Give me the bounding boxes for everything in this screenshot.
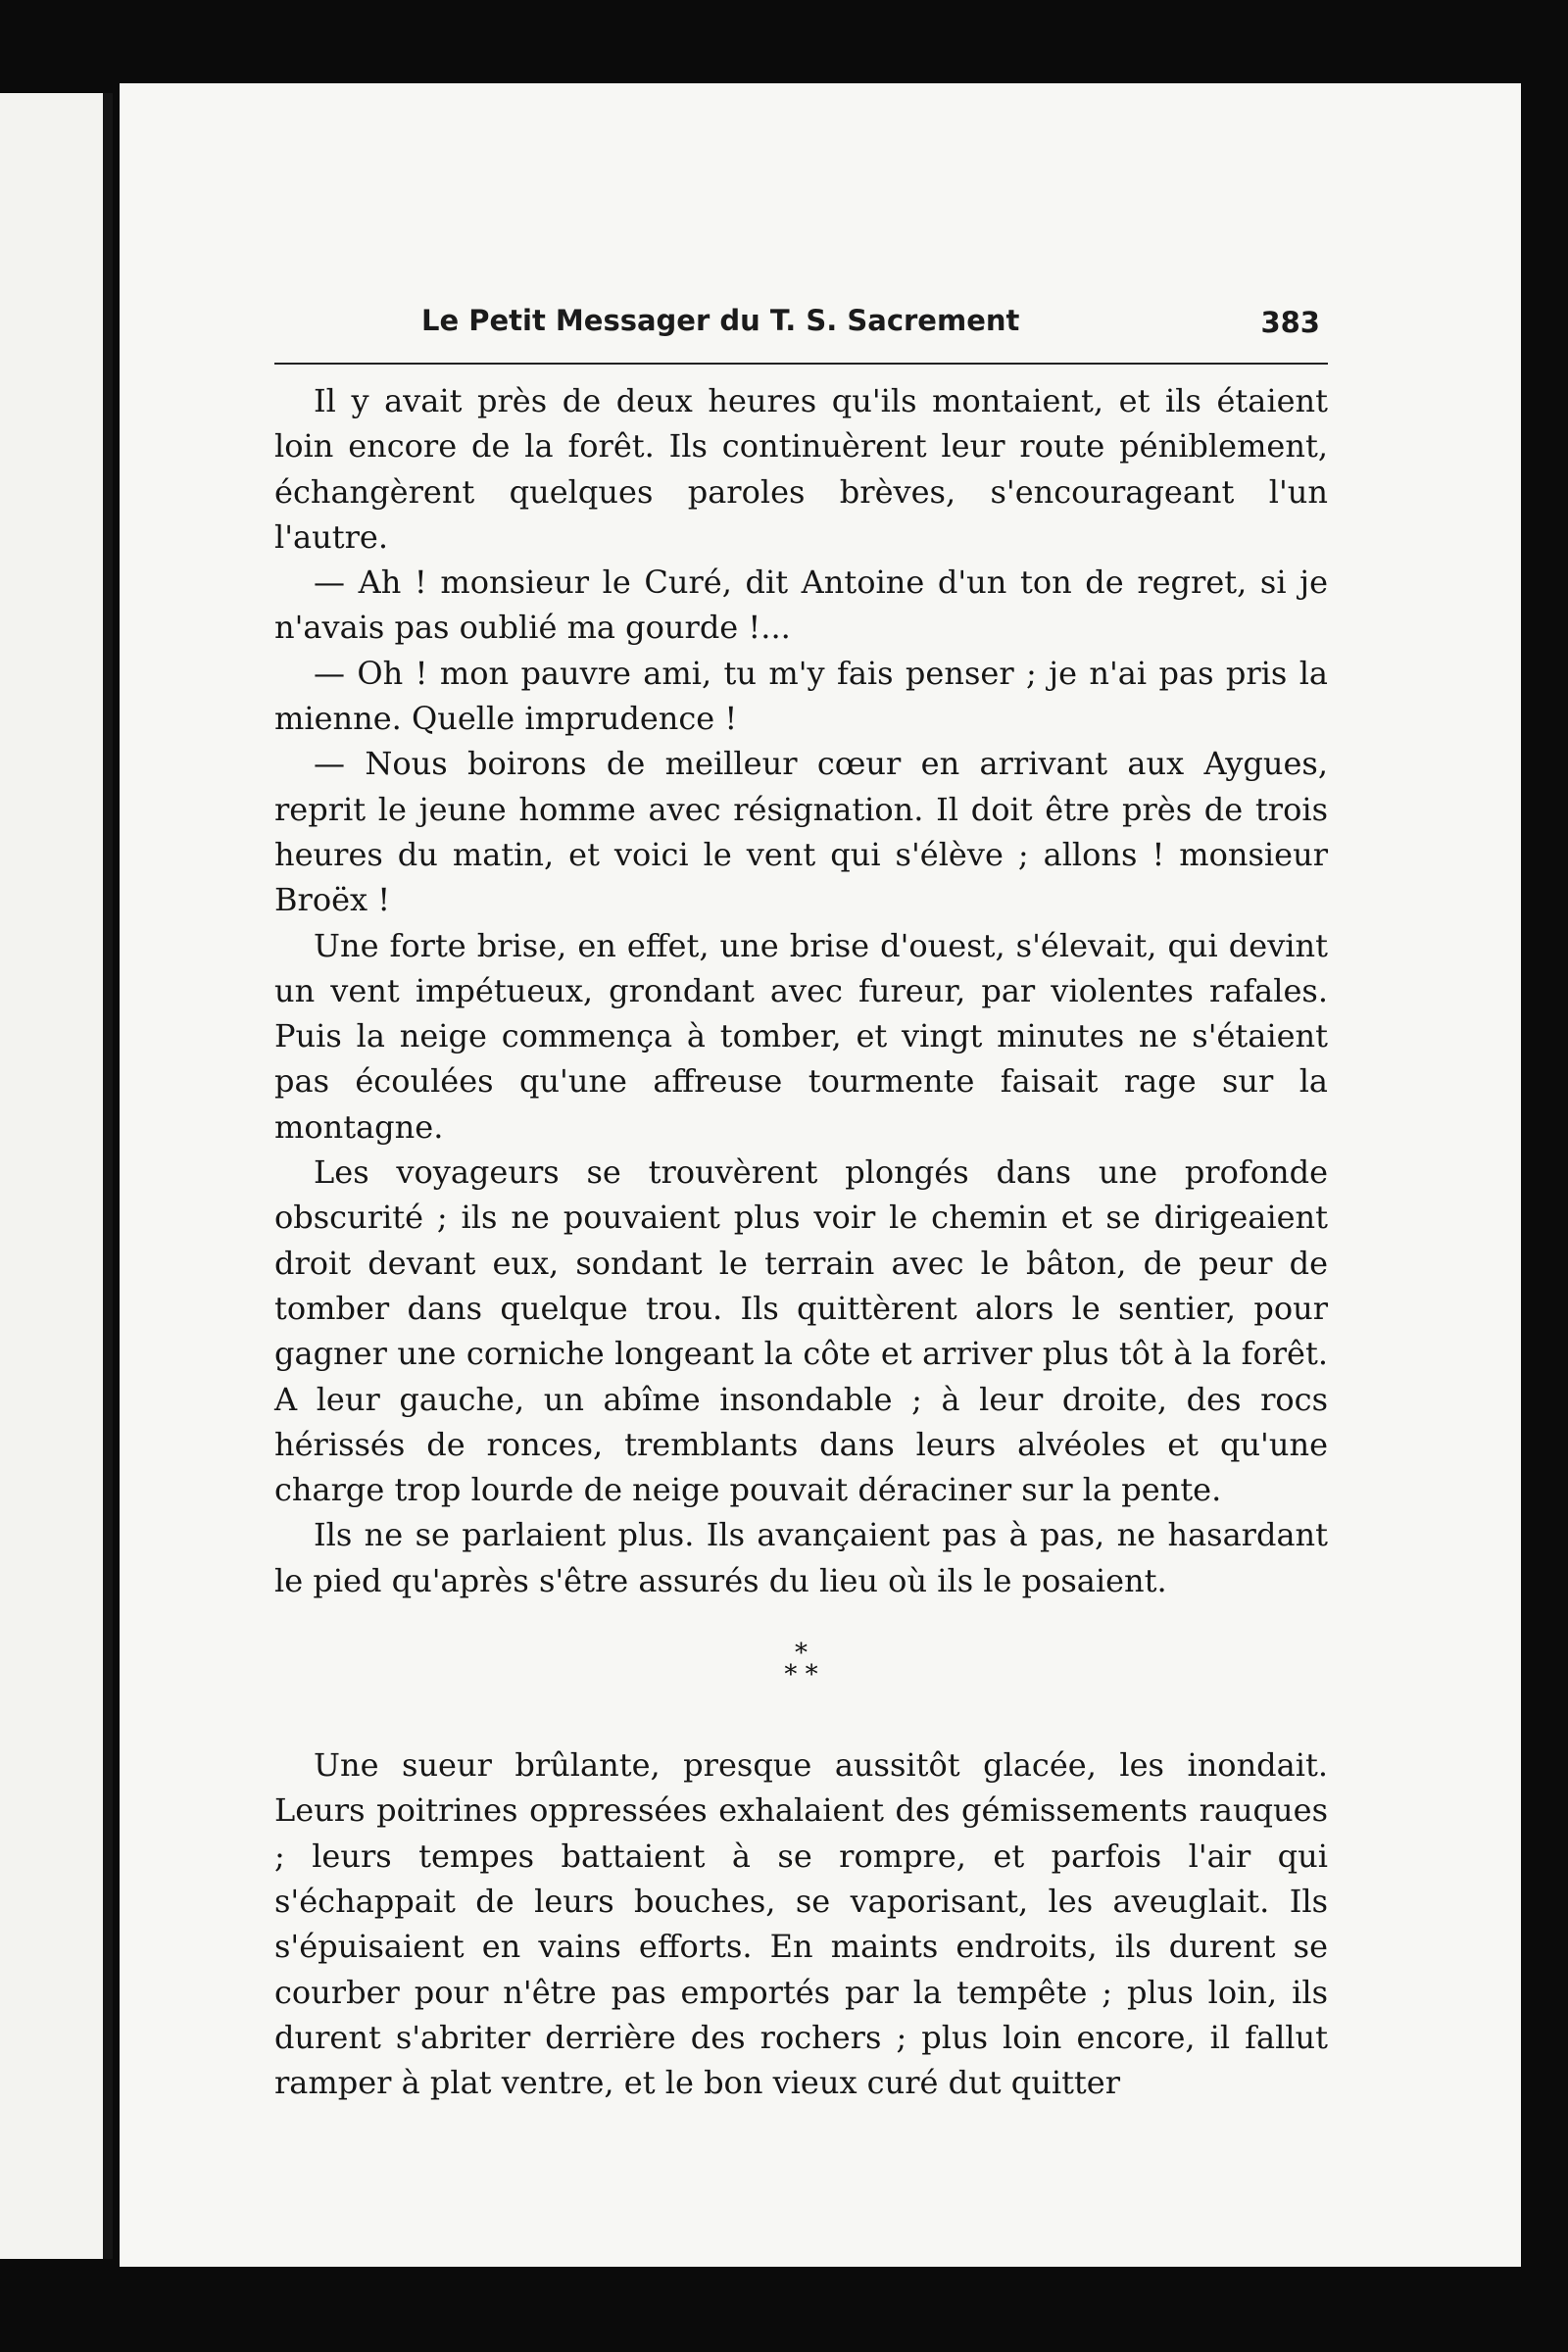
page-content [274,284,1328,2105]
book-page [120,83,1521,2267]
paragraph: Une sueur brûlante, presque aussitôt glacée, les inondait. Leurs poitrines oppressées exhalaient des gémissements rauques ; leurs tempes battaient à se rompre, et parfois l'air qui s'échappait de leurs bouches, se vaporisant, les aveuglait. Ils s'épuisaient en vains efforts. En maints endroits, ils durent se courber pour n'être pas emportés par la tempête ; plus loin, ils durent s'abriter derrière des rochers ; plus loin encore, il fallut ramper à plat ventre, et le bon vieux curé dut quitter [274,1746,1328,2102]
body-text-before [274,378,1328,1603]
page-number: 383 [1260,306,1320,339]
book-gutter [103,93,113,2259]
paragraph: — Nous boirons de meilleur cœur en arrivant aux Aygues, reprit le jeune homme avec résignation. Il doit être près de trois heures du matin, et voici le vent qui s'élève ; allons ! monsieur Broëx ! [274,745,1328,919]
running-head-title: Le Petit Messager du T. S. Sacrement [421,304,1020,337]
separator-top: * [795,1639,808,1669]
paragraph: Il y avait près de deux heures qu'ils montaient, et ils étaient loin encore de la forêt. Ils continuèrent leur route péniblement, échangèrent quelques paroles brèves, s'encourageant l'un l'autre. [274,382,1328,556]
body-text-after [274,1742,1328,2105]
facing-page-edge [0,93,106,2259]
separator-bottom: * * [784,1660,818,1690]
paragraph: Les voyageurs se trouvèrent plongés dans une profonde obscurité ; ils ne pouvaient plus voir le chemin et se dirigeaient droit devant eux, sondant le terrain avec le bâton, de peur de tomber dans quelque trou. Ils quittèrent alors le sentier, pour gagner une corniche longeant la côte et arriver plus tôt à la forêt. A leur gauche, un abîme insondable ; à leur droite, des rocs hérissés de ronces, tremblants dans leurs alvéoles et qu'une charge trop lourde de neige pouvait déraciner sur la pente. [274,1153,1328,1509]
section-separator [274,1639,1328,1690]
running-head [274,284,1328,365]
paragraph: Ils ne se parlaient plus. Ils avançaient pas à pas, ne hasardant le pied qu'après s'être assurés du lieu où ils le posaient. [274,1516,1328,1599]
paragraph: — Oh ! mon pauvre ami, tu m'y fais penser ; je n'ai pas pris la mienne. Quelle imprudence ! [274,654,1328,738]
paragraph: — Ah ! monsieur le Curé, dit Antoine d'un ton de regret, si je n'avais pas oublié ma gourde !... [274,564,1328,647]
paragraph: Une forte brise, en effet, une brise d'ouest, s'élevait, qui devint un vent impétueux, grondant avec fureur, par violentes rafales. Puis la neige commença à tomber, et vingt minutes ne s'étaient pas écoulées qu'une affreuse tourmente faisait rage sur la montagne. [274,926,1328,1146]
